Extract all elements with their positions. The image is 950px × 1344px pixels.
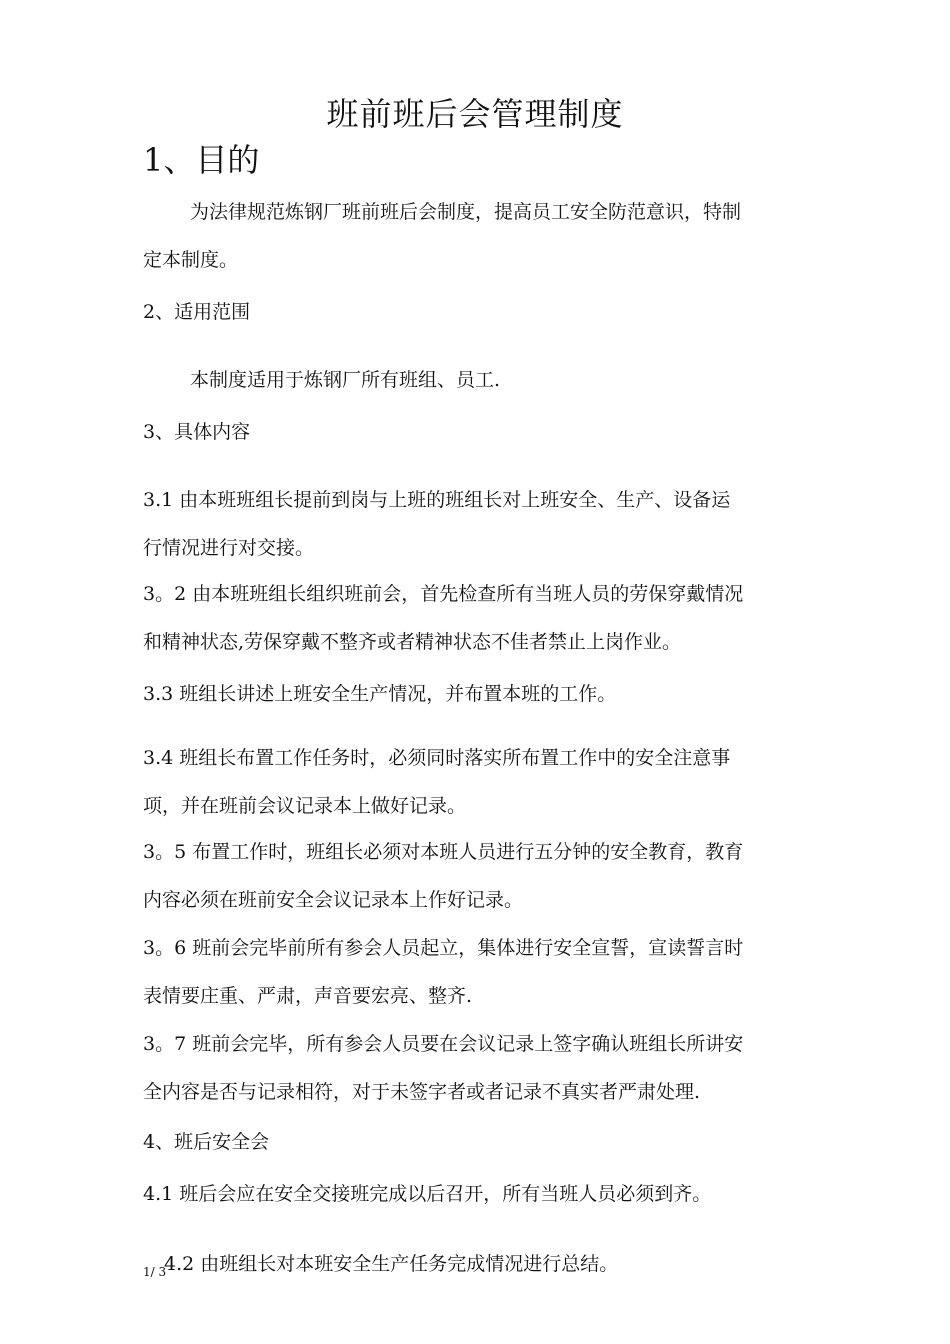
page-number: 1/ 3 bbox=[143, 1265, 167, 1279]
heading-scope: 2、适用范围 bbox=[143, 301, 251, 323]
paragraph-line: 4.2 由班组长对本班安全生产任务完成情况进行总结。 bbox=[164, 1253, 619, 1275]
paragraph-line: 3。2 由本班班组长组织班前会，首先检查所有当班人员的劳保穿戴情况 bbox=[143, 583, 744, 605]
paragraph-line: 3。7 班前会完毕，所有参会人员要在会议记录上签字确认班组长所讲安 bbox=[143, 1033, 744, 1055]
paragraph-line: 3.4 班组长布置工作任务时，必须同时落实所布置工作中的安全注意事 bbox=[143, 747, 731, 769]
paragraph-line: 全内容是否与记录相符，对于未签字者或者记录不真实者严肃处理. bbox=[143, 1081, 701, 1103]
heading-content: 3、具体内容 bbox=[143, 421, 251, 443]
paragraph-line: 3.1 由本班班组长提前到岗与上班的班组长对上班安全、生产、设备运 bbox=[143, 489, 731, 511]
paragraph-line: 内容必须在班前安全会议记录本上作好记录。 bbox=[143, 889, 524, 911]
paragraph-line: 行情况进行对交接。 bbox=[143, 537, 315, 559]
paragraph-line: 定本制度。 bbox=[143, 249, 239, 271]
paragraph-line: 为法律规范炼钢厂班前班后会制度，提高员工安全防范意识，特制 bbox=[190, 201, 742, 223]
paragraph-line: 4.1 班后会应在安全交接班完成以后召开，所有当班人员必须到齐。 bbox=[143, 1183, 712, 1205]
paragraph-line: 本制度适用于炼钢厂所有班组、员工. bbox=[190, 369, 501, 391]
paragraph-line: 3。5 布置工作时，班组长必须对本班人员进行五分钟的安全教育，教育 bbox=[143, 841, 744, 863]
heading-post-shift: 4、班后安全会 bbox=[143, 1131, 270, 1153]
paragraph-line: 3.3 班组长讲述上班安全生产情况，并布置本班的工作。 bbox=[143, 683, 617, 705]
heading-purpose: 1、目的 bbox=[143, 141, 260, 179]
paragraph-line: 和精神状态,劳保穿戴不整齐或者精神状态不佳者禁止上岗作业。 bbox=[143, 631, 682, 653]
paragraph-line: 表情要庄重、严肃，声音要宏亮、整齐. bbox=[143, 985, 473, 1007]
document-title: 班前班后会管理制度 bbox=[326, 95, 624, 133]
paragraph-line: 项，并在班前会议记录本上做好记录。 bbox=[143, 795, 467, 817]
paragraph-line: 3。6 班前会完毕前所有参会人员起立，集体进行安全宣誓，宣读誓言时 bbox=[143, 937, 744, 959]
